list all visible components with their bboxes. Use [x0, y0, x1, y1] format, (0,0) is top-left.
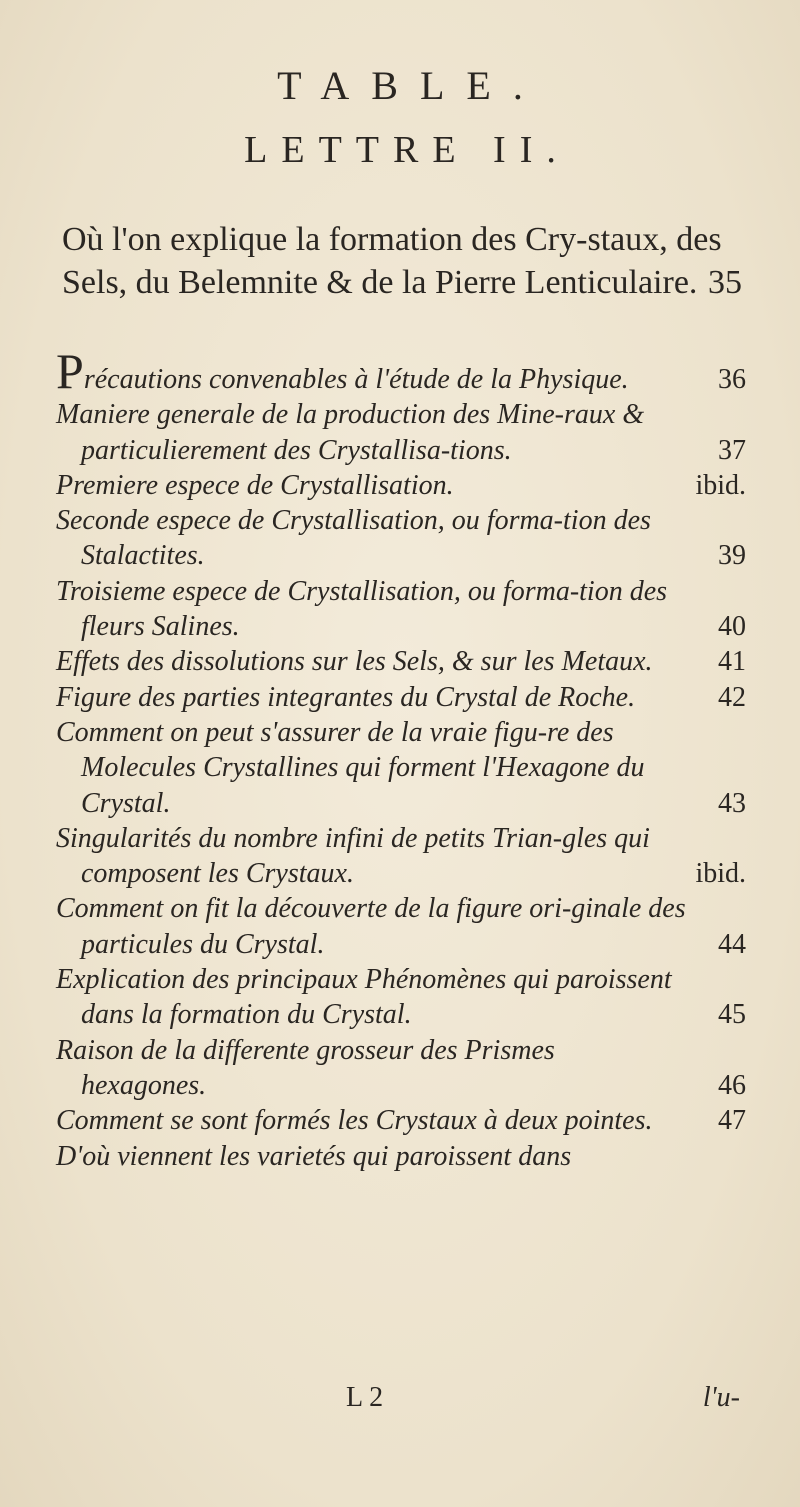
toc-entry-text: Seconde espece de Crystallisation, ou forma-tion des Stalactites. — [56, 505, 651, 572]
toc-entry-text: Premiere espece de Crystallisation. — [56, 469, 454, 501]
letter-summary-text: Où l'on explique la formation des Cry-staux, des Sels, du Belemnite & de la Pierre Lenticulaire. — [62, 221, 722, 301]
toc-entry — [56, 397, 746, 468]
toc-entry-page: 39 — [718, 540, 746, 572]
toc-entry-page: 47 — [718, 1105, 746, 1137]
toc-entry — [56, 468, 746, 503]
toc-entry-page: 44 — [718, 928, 746, 960]
signature-mark: L 2 — [346, 1382, 384, 1413]
letter-summary-page: 35 — [708, 264, 742, 301]
toc-entry-text: Singularités du nombre infini de petits Trian-gles qui composent les Crystaux. — [56, 822, 650, 890]
toc-entry — [56, 343, 746, 399]
toc-entry-text: Figure des parties integrantes du Crystal de Roche. — [56, 681, 636, 713]
toc-entry-text: Précautions convenables à l'étude de la Physique. — [56, 343, 629, 399]
toc-entry — [56, 680, 746, 715]
toc-entry-page: 45 — [718, 999, 746, 1031]
toc-entry-text: Raison de la differente grosseur des Prismes hexagones. — [56, 1034, 555, 1101]
toc-entry-page: 41 — [718, 646, 746, 678]
page-title: TABLE. — [277, 63, 545, 108]
toc-entry — [56, 715, 746, 821]
letter-summary — [62, 218, 742, 304]
catchword: l'u- — [702, 1382, 740, 1413]
toc-entry — [56, 574, 746, 645]
toc-entry-text: Comment on fit la découverte de la figure ori-ginale des particules du Crystal. — [56, 893, 686, 960]
toc-entry-text: Maniere generale de la production des Mine-raux & particulierement des Crystallisa-tions. — [56, 399, 645, 466]
toc-entry-page: 46 — [718, 1069, 746, 1101]
toc-entry-continued — [56, 1139, 746, 1174]
table-of-contents — [56, 343, 746, 1174]
toc-entry-page: ibid. — [695, 858, 746, 890]
toc-entry-text: Effets des dissolutions sur les Sels, & sur les Metaux. — [56, 646, 653, 678]
toc-entry — [56, 962, 746, 1033]
toc-entry-page: ibid. — [695, 469, 746, 501]
toc-entry-text: Troisieme espece de Crystallisation, ou forma-tion des fleurs Salines. — [56, 575, 668, 643]
toc-entry — [56, 644, 746, 679]
toc-entry-page: 42 — [718, 681, 746, 713]
toc-entry — [56, 1033, 746, 1104]
toc-entry-page: 43 — [718, 787, 746, 819]
toc-entry-page: 40 — [718, 611, 746, 643]
toc-entry-text: Comment on peut s'assurer de la vraie figu-re des Molecules Crystallines qui forment l'Hexagone du Crystal. — [56, 716, 645, 819]
toc-entry — [56, 821, 746, 892]
toc-entry-text: Comment se sont formés les Crystaux à deux pointes. — [56, 1105, 653, 1137]
toc-entry — [56, 891, 746, 962]
toc-entry — [56, 503, 746, 574]
letter-heading: LETTRE II. — [244, 129, 570, 171]
toc-entry-text: Explication des principaux Phénomènes qui paroissent dans la formation du Crystal. — [56, 964, 672, 1031]
toc-entry-text: D'où viennent les varietés qui paroissent dans — [56, 1140, 572, 1172]
toc-entry-page: 37 — [718, 434, 746, 466]
toc-entry — [56, 1103, 746, 1138]
toc-entry-page: 36 — [718, 364, 746, 395]
